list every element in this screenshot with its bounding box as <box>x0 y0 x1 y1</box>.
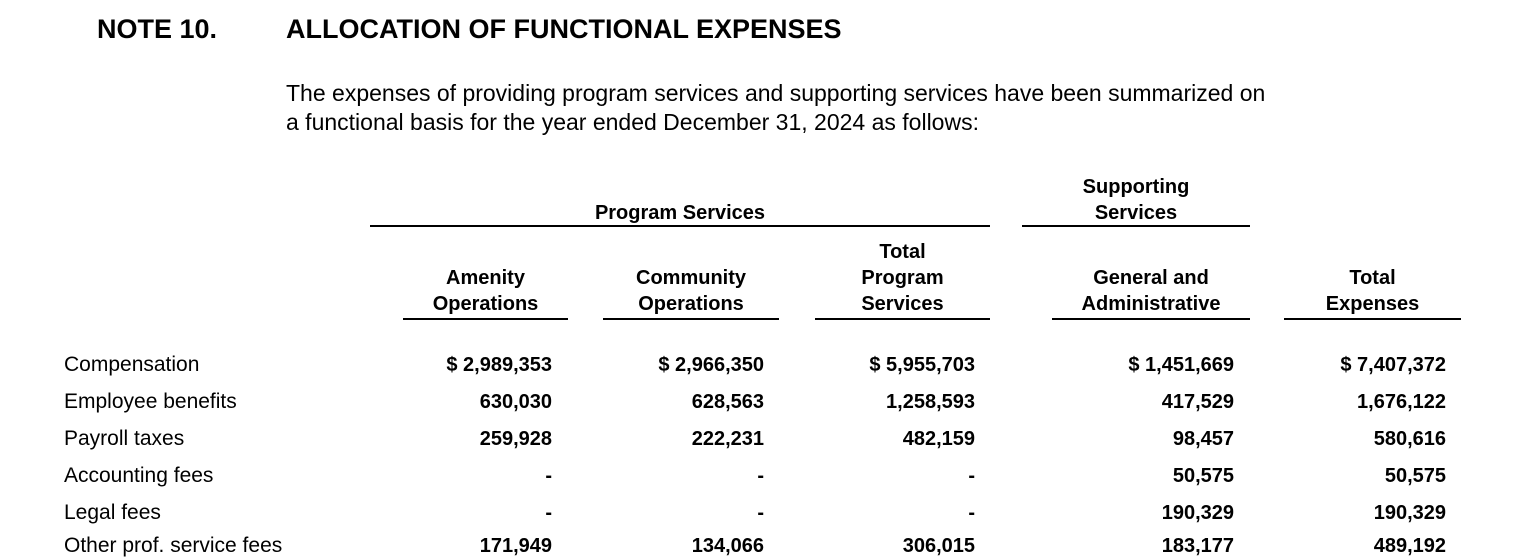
cell-value: 628,563 <box>691 391 764 413</box>
cell-value: 417,529 <box>1161 391 1234 413</box>
column-rule <box>403 318 568 320</box>
cell-value: 482,159 <box>902 428 975 450</box>
header-line <box>1052 239 1250 265</box>
cell-value: 1,258,593 <box>886 391 975 413</box>
column-rule <box>1284 318 1461 320</box>
row-label: Accounting fees <box>64 464 214 487</box>
cell-value: 580,616 <box>1373 428 1446 450</box>
header-line: General and <box>1093 267 1209 289</box>
supporting-header-line: Supporting <box>1082 176 1190 198</box>
column-header-total-expenses <box>1284 239 1461 317</box>
cell-value: 489,192 <box>1373 535 1446 557</box>
cell-value: $ 7,407,372 <box>1340 354 1446 376</box>
column-rule <box>815 318 990 320</box>
column-header-total-program <box>815 239 990 317</box>
header-line: Total <box>1349 267 1396 289</box>
note-number: NOTE 10. <box>97 14 218 44</box>
cell-value: - <box>545 502 552 524</box>
cell-value: 306,015 <box>902 535 975 557</box>
row-label: Other prof. service fees <box>64 534 283 557</box>
cell-value: 134,066 <box>691 535 764 557</box>
cell-value: 259,928 <box>479 428 552 450</box>
row-label: Legal fees <box>64 501 161 524</box>
cell-value: 190,329 <box>1373 502 1446 524</box>
header-line: Amenity <box>446 267 525 289</box>
cell-value: 630,030 <box>479 391 552 413</box>
cell-value: 171,949 <box>479 535 552 557</box>
column-rule <box>603 318 779 320</box>
paragraph-line: The expenses of providing program services and supporting services have been summarized on <box>286 80 1266 106</box>
column-rule <box>1052 318 1250 320</box>
row-label: Payroll taxes <box>64 427 185 450</box>
cell-value: 50,575 <box>1384 465 1446 487</box>
cell-value: 183,177 <box>1161 535 1234 557</box>
cell-value: - <box>968 465 975 487</box>
header-line <box>1284 239 1461 265</box>
supporting-header-line: Services <box>1094 202 1178 224</box>
header-line: Community <box>636 267 746 289</box>
cell-value: $ 5,955,703 <box>869 354 975 376</box>
cell-value: $ 2,989,353 <box>446 354 552 376</box>
header-line: Expenses <box>1325 293 1420 315</box>
cell-value: - <box>968 502 975 524</box>
note-title: ALLOCATION OF FUNCTIONAL EXPENSES <box>286 14 842 44</box>
cell-value: 1,676,122 <box>1357 391 1446 413</box>
header-line: Operations <box>432 293 539 315</box>
header-line <box>603 239 779 265</box>
cell-value: 98,457 <box>1172 428 1234 450</box>
column-header-amenity <box>403 239 568 317</box>
header-line: Total <box>879 241 926 263</box>
supporting-services-rule <box>1022 225 1250 227</box>
header-line: Operations <box>638 293 744 315</box>
intro-paragraph <box>286 79 1265 137</box>
cell-value: 50,575 <box>1172 465 1234 487</box>
row-label: Compensation <box>64 353 200 376</box>
program-services-rule <box>370 225 990 227</box>
row-label: Employee benefits <box>64 390 237 413</box>
cell-value: - <box>757 502 764 524</box>
column-header-general-admin <box>1052 239 1250 317</box>
cell-value: - <box>757 465 764 487</box>
cell-value: $ 1,451,669 <box>1128 354 1234 376</box>
header-line: Services <box>861 293 944 315</box>
paragraph-line: a functional basis for the year ended December 31, 2024 as follows: <box>286 109 979 135</box>
supporting-services-header <box>1022 174 1250 226</box>
header-line <box>403 239 568 265</box>
cell-value: - <box>545 465 552 487</box>
program-services-header: Program Services <box>594 202 766 224</box>
cell-value: $ 2,966,350 <box>658 354 764 376</box>
header-line: Administrative <box>1081 293 1221 315</box>
header-line: Program <box>861 267 944 289</box>
cell-value: 222,231 <box>691 428 764 450</box>
column-header-community <box>603 239 779 317</box>
cell-value: 190,329 <box>1161 502 1234 524</box>
